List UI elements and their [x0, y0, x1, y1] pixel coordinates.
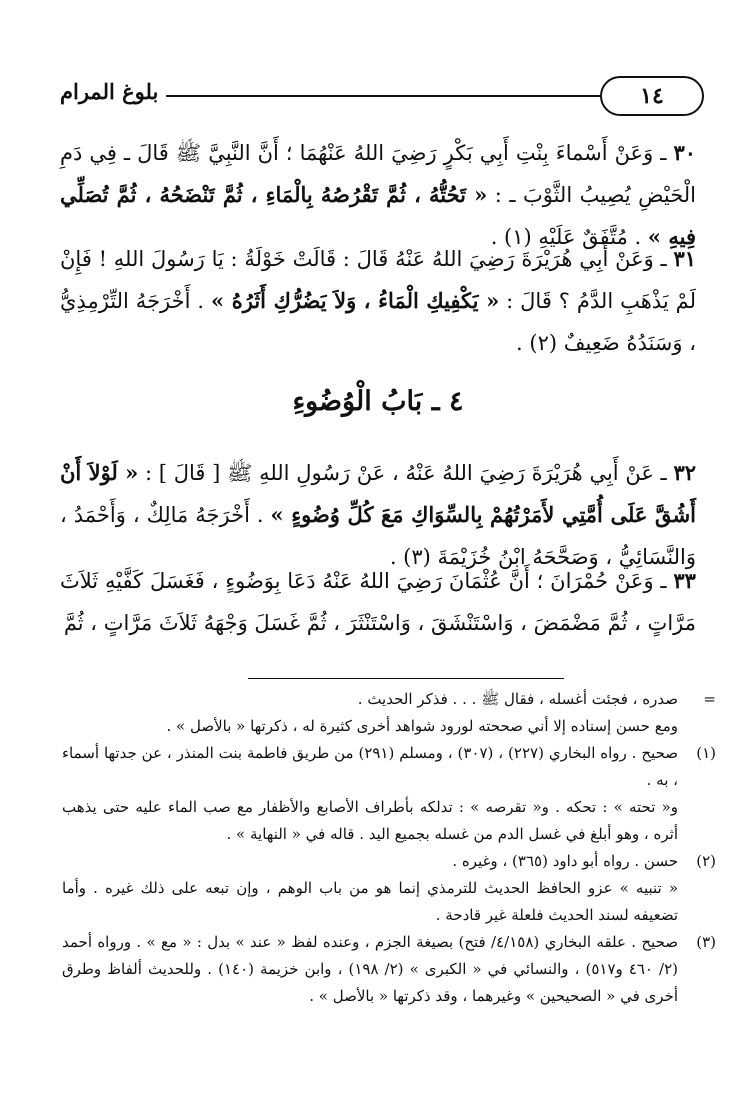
footnote-line: و« تحته » : تحكه . و« تقرصه » : تدلكه بأطراف الأصابع والأظفار مع صب الماء عليه حتى يذهب أثره ، وهو أبلغ في غسل الدم من غسله بجميع اليد . قاله في « النهاية » . [62, 798, 678, 843]
footnote-marker: (٣) [696, 933, 716, 951]
footnote-line: ومع حسن إسناده إلا أني صححته لورود شواهد أخرى كثيرة له ، ذكرتها « بالأصل » . [166, 717, 678, 735]
page-number: ١٤ [600, 76, 704, 116]
footnote-marker: = [703, 690, 716, 708]
hadith-number: ٣٣ [673, 568, 696, 593]
footnote-line: صحيح . رواه البخاري (٢٢٧) ، (٣٠٧) ، ومسلم (٢٩١) من طريق فاطمة بنت المنذر ، عن جدتها أسماء ، به . [62, 744, 678, 789]
footnotes [62, 686, 716, 1010]
page-header [56, 76, 704, 116]
hadith-takhrij: . أَخْرَجَهُ التِّرْمِذِيُّ ، وَسَنَدُهُ ضَعِيفٌ (٢) . [60, 289, 696, 355]
hadith-number: ٣٢ [673, 460, 696, 485]
hadith-quote: « يَكْفِيكِ الْمَاءُ ، وَلاَ يَضُرُّكِ أَثَرُهُ » [211, 288, 500, 313]
hadith-intro: ـ وَعَنْ أَبِي هُرَيْرَةَ رَضِيَ اللهُ عَنْهُ قَالَ : قَالَتْ خَوْلَةُ : يَا رَسُولَ اللهِ ! فَإِنْ لَمْ يَذْهَبِ الدَّمُ ؟ قَالَ : [60, 247, 696, 313]
hadith-intro: ـ عَنْ أَبِي هُرَيْرَةَ رَضِيَ اللهُ عَنْهُ ، عَنْ رَسُولِ اللهِ ﷺ [ قَالَ ] : [145, 461, 667, 485]
footnote-continued [62, 686, 716, 740]
hadith-intro: ـ وَعَنْ أَسْماءَ بِنْتِ أَبِي بَكْرٍ رَضِيَ اللهُ عَنْهُمَا ؛ أَنَّ النَّبِيَّ ﷺ قَالَ ـ فِي دَمِ الْحَيْضِ يُصِيبُ الثَّوْبَ ـ : [60, 141, 696, 207]
hadith-takhrij: . أَخْرَجَهُ مَالِكٌ ، وَأَحْمَدُ ، وَالنَّسَائِيُّ ، وَصَحَّحَهُ ابْنُ خُزَيْمَةَ (٣) . [60, 503, 696, 569]
hadith-31 [60, 238, 696, 364]
hadith-number: ٣١ [673, 246, 696, 271]
footnote-line: « تنبيه » عزو الحافظ الحديث للترمذي إنما هو من باب الوهم ، وإن تبعه على ذلك غيره . وأما تضعيفه لسند الحديث فلعلة غير قادحة . [62, 879, 678, 924]
hadith-number: ٣٠ [673, 140, 696, 165]
hadith-quote: « تَحُتُّهُ ، ثُمَّ تَقْرُصُهُ بِالْمَاءِ ، ثُمَّ تَنْضَحُهُ ، ثُمَّ تُصَلِّي فِيهِ » [60, 182, 696, 249]
chapter-title: ٤ ـ بَابُ الْوُضُوءِ [292, 386, 464, 417]
footnote-line: حسن . رواه أبو داود (٣٦٥) ، وغيره . [452, 852, 678, 870]
footnote-1 [62, 740, 716, 848]
book-title: بلوغ المرام [56, 74, 166, 110]
footnote-marker: (١) [696, 744, 716, 762]
hadith-body: فَغَسَلَ كَفَّيْهِ ثَلاَثَ مَرَّاتٍ ، ثُمَّ مَضْمَضَ ، وَاسْتَنْشَقَ ، وَاسْتَنْثَرَ ، ثُمَّ غَسَلَ وَجْهَهُ ثَلاَثَ مَرَّاتٍ ، ثُمَّ [60, 569, 696, 635]
hadith-33 [60, 560, 696, 644]
footnote-line: صدره ، فجئت أغسله ، فقال ﷺ . . . فذكر الحديث . [357, 690, 678, 708]
hadith-quote: « لَوْلاَ أَنْ أَشُقَّ عَلَى أُمَّتِي لأَمَرْتُهُمْ بِالسِّوَاكِ مَعَ كُلِّ وُضُوءٍ » [60, 460, 696, 527]
footnote-line: صحيح . علقه البخاري (٤/١٥٨/ فتح) بصيغة الجزم ، وعنده لفظ « عند » بدل : « مع » . ورواه أحمد (٢/ ٤٦٠ و٥١٧) ، والنسائي في « الكبرى » (٢/ ١٩٨) ، وابن خزيمة (١٤٠) . وللحديث ألفاظ وطرق أخرى في « الصحيحين » وغيرهما ، وقد ذكرتها « بالأصل » . [62, 933, 679, 1005]
footnote-3 [62, 929, 716, 1010]
hadith-takhrij: . مُتَّفَقٌ عَلَيْهِ (١) . [490, 225, 642, 249]
footnote-marker: (٢) [696, 852, 716, 870]
hadith-intro: ـ وَعَنْ حُمْرَانَ ؛ أَنَّ عُثْمَانَ رَضِيَ اللهُ عَنْهُ دَعَا بِوَضُوءٍ ، [211, 569, 667, 593]
footnote-2 [62, 848, 716, 929]
footnote-separator [248, 678, 564, 679]
